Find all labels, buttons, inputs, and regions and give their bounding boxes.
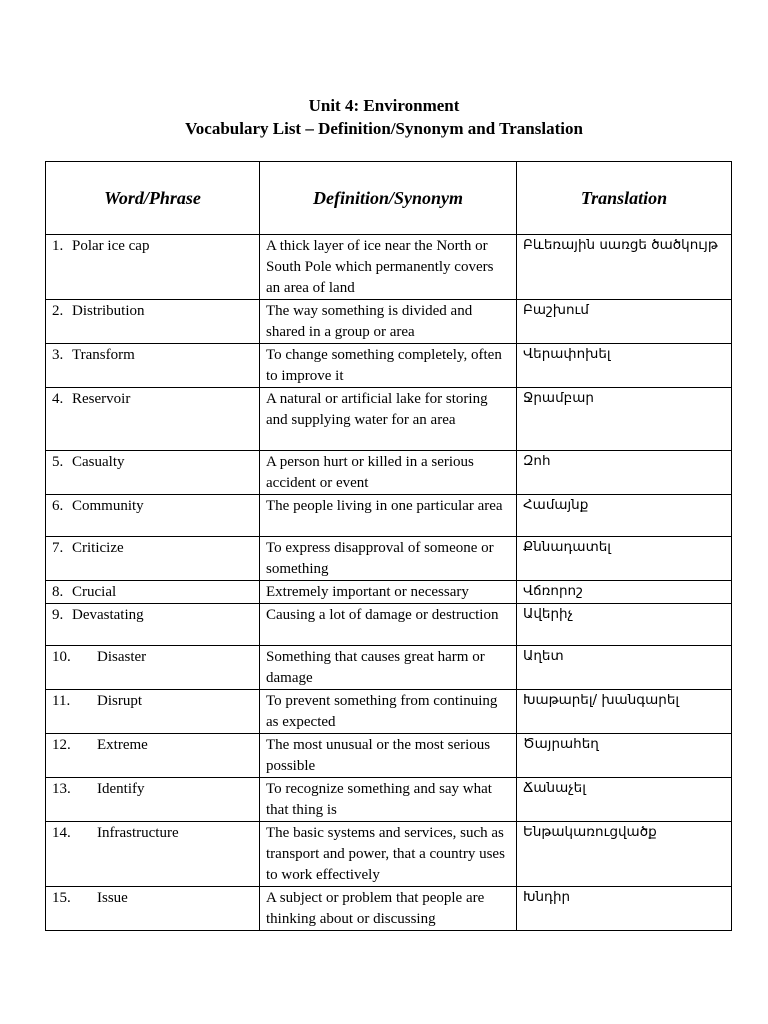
translation-cell: Զոհ — [517, 451, 732, 495]
definition-cell: The basic systems and services, such as transport and power, that a country uses to work effectively — [260, 822, 517, 887]
word-text: Issue — [97, 890, 128, 906]
translation-cell: Խնդիր — [517, 887, 732, 931]
definition-cell: To recognize something and say what that thing is — [260, 778, 517, 822]
word-text: Casualty — [72, 454, 125, 470]
table-row — [46, 734, 732, 778]
row-number: 15. — [52, 890, 71, 906]
header-translation: Translation — [517, 162, 732, 235]
word-cell — [46, 778, 260, 822]
table-row — [46, 388, 732, 451]
row-number: 10. — [52, 649, 71, 665]
translation-cell: Ճանաչել — [517, 778, 732, 822]
translation-cell: Ծայրահեղ — [517, 734, 732, 778]
word-text: Criticize — [72, 540, 124, 556]
definition-cell: A natural or artificial lake for storing and supplying water for an area — [260, 388, 517, 451]
table-row — [46, 495, 732, 537]
row-number: 4. — [52, 391, 64, 407]
row-number: 3. — [52, 347, 64, 363]
word-cell — [46, 344, 260, 388]
word-text: Reservoir — [72, 391, 131, 407]
word-text: Devastating — [72, 607, 144, 623]
table-row — [46, 581, 732, 604]
definition-cell: The way something is divided and shared in a group or area — [260, 300, 517, 344]
word-text: Transform — [72, 347, 135, 363]
word-cell — [46, 581, 260, 604]
definition-cell: Extremely important or necessary — [260, 581, 517, 604]
table-row — [46, 235, 732, 300]
word-cell — [46, 604, 260, 646]
table-row — [46, 537, 732, 581]
table-row — [46, 690, 732, 734]
word-cell — [46, 734, 260, 778]
definition-cell: Causing a lot of damage or destruction — [260, 604, 517, 646]
row-number: 13. — [52, 781, 71, 797]
word-text: Community — [72, 498, 144, 514]
header-word: Word/Phrase — [46, 162, 260, 235]
definition-cell: To change something completely, often to improve it — [260, 344, 517, 388]
translation-cell: Բաշխում — [517, 300, 732, 344]
title-block — [0, 94, 768, 140]
word-cell — [46, 537, 260, 581]
translation-cell: Ջրամբար — [517, 388, 732, 451]
table-row — [46, 887, 732, 931]
row-number: 6. — [52, 498, 64, 514]
definition-cell: The most unusual or the most serious possible — [260, 734, 517, 778]
translation-cell: Քննադատել — [517, 537, 732, 581]
word-cell — [46, 495, 260, 537]
translation-cell: Համայնք — [517, 495, 732, 537]
word-cell — [46, 300, 260, 344]
definition-cell: The people living in one particular area — [260, 495, 517, 537]
row-number: 12. — [52, 737, 71, 753]
table-row — [46, 822, 732, 887]
page-subtitle: Vocabulary List – Definition/Synonym and Translation — [185, 119, 583, 138]
row-number: 8. — [52, 584, 64, 600]
table-row — [46, 604, 732, 646]
definition-cell: A person hurt or killed in a serious accident or event — [260, 451, 517, 495]
row-number: 1. — [52, 238, 64, 254]
row-number: 14. — [52, 825, 71, 841]
word-cell — [46, 451, 260, 495]
word-text: Disrupt — [97, 693, 142, 709]
table-row — [46, 451, 732, 495]
word-text: Identify — [97, 781, 145, 797]
vocabulary-table — [45, 161, 732, 931]
table-row — [46, 344, 732, 388]
definition-cell: To express disapproval of someone or something — [260, 537, 517, 581]
word-cell — [46, 388, 260, 451]
translation-cell: Խաթարել/ խանգարել — [517, 690, 732, 734]
translation-cell: Բևեռային սառցե ծածկույթ — [517, 235, 732, 300]
translation-cell: Ենթակառուցվածք — [517, 822, 732, 887]
row-number: 2. — [52, 303, 64, 319]
row-number: 5. — [52, 454, 64, 470]
table-row — [46, 646, 732, 690]
page-title: Unit 4: Environment — [308, 96, 460, 115]
word-cell — [46, 822, 260, 887]
definition-cell: A subject or problem that people are thinking about or discussing — [260, 887, 517, 931]
word-text: Distribution — [72, 303, 145, 319]
table-row — [46, 300, 732, 344]
translation-cell: Վերափոխել — [517, 344, 732, 388]
translation-cell: Ավերիչ — [517, 604, 732, 646]
translation-cell: Աղետ — [517, 646, 732, 690]
word-cell — [46, 235, 260, 300]
word-text: Disaster — [97, 649, 147, 665]
word-text: Crucial — [72, 584, 117, 600]
header-definition: Definition/Synonym — [260, 162, 517, 235]
word-text: Infrastructure — [97, 825, 179, 841]
table-row — [46, 778, 732, 822]
row-number: 11. — [52, 693, 71, 709]
table-header-row — [46, 162, 732, 235]
row-number: 9. — [52, 607, 64, 623]
word-text: Extreme — [97, 737, 148, 753]
definition-cell: To prevent something from continuing as expected — [260, 690, 517, 734]
word-cell — [46, 646, 260, 690]
definition-cell: Something that causes great harm or damage — [260, 646, 517, 690]
word-cell — [46, 690, 260, 734]
row-number: 7. — [52, 540, 64, 556]
translation-cell: Վճռորոշ — [517, 581, 732, 604]
definition-cell: A thick layer of ice near the North or South Pole which permanently covers an area of land — [260, 235, 517, 300]
word-text: Polar ice cap — [72, 238, 150, 254]
word-cell — [46, 887, 260, 931]
